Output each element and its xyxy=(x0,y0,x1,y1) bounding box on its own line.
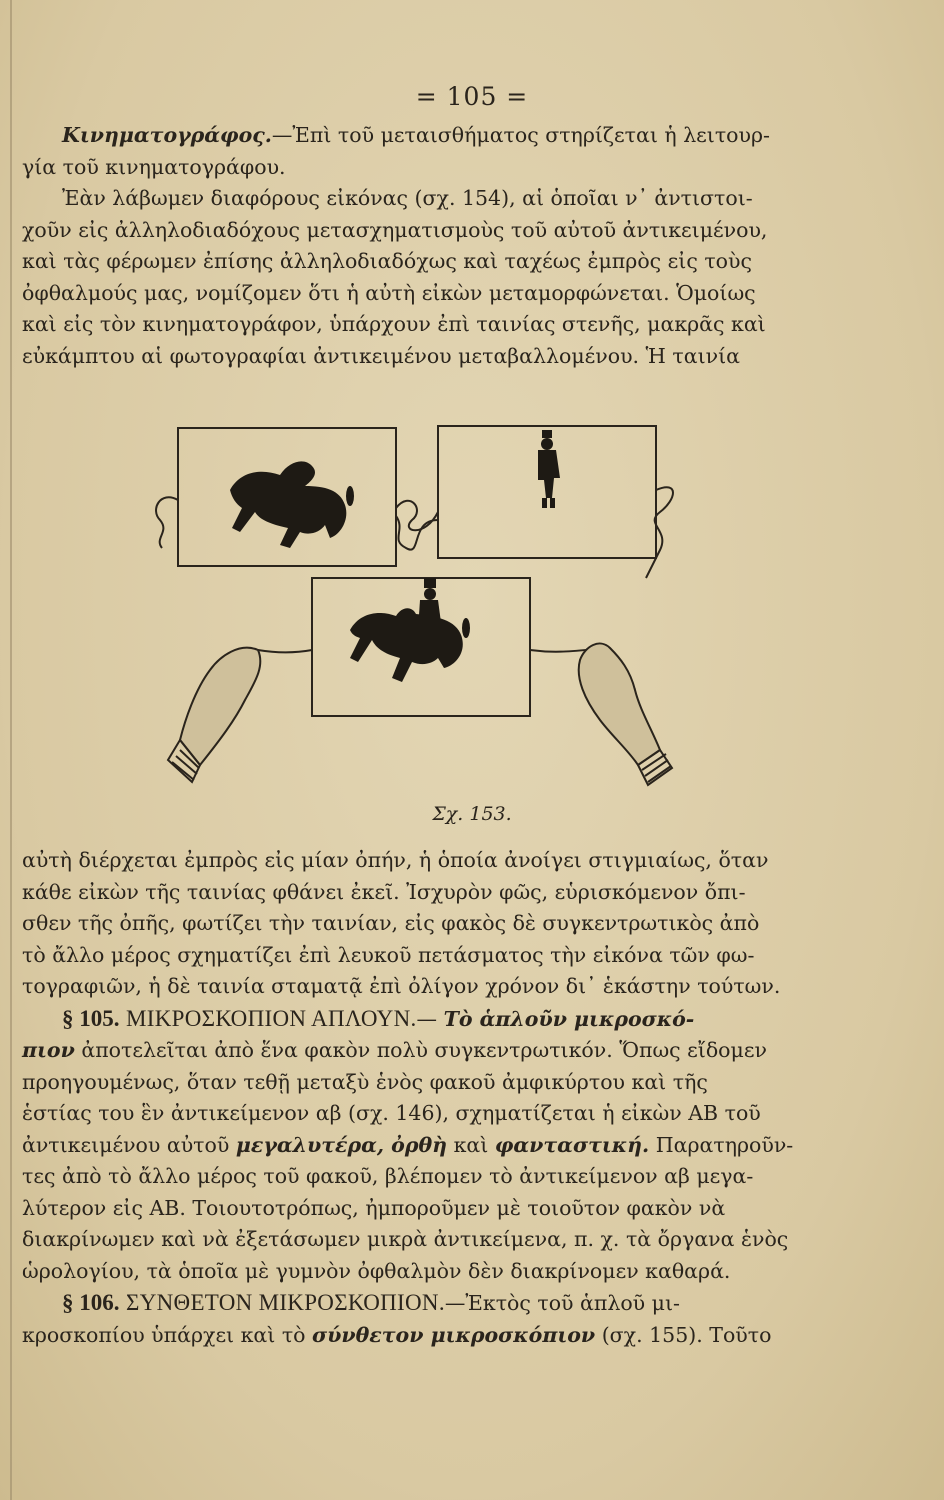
text-line: ἑστίας του ἓν ἀντικείμενον αβ (σχ. 146), σχηματίζεται ἡ εἰκὼν ΑΒ τοῦ xyxy=(22,1101,761,1125)
figure-caption: Σχ. 153. xyxy=(432,803,512,825)
text-line: καὶ εἰς τὸν κινηματογράφον, ὑπάρχουν ἐπὶ ταινίας στενῆς, μακρᾶς καὶ xyxy=(22,312,766,336)
text-line: εὐκάμπτου αἱ φωτογραφίαι ἀντικειμένου μεταβαλλομένου. Ἡ ταινία xyxy=(22,343,740,368)
text-line: λύτερον εἰς ΑΒ. Τοιουτοτρόπως, ἠμποροῦμεν μὲ τοιοῦτον φακὸν νὰ xyxy=(22,1195,726,1220)
section-106-number: § 106. xyxy=(62,1290,120,1315)
emphasis-larger-upright: μεγαλυτέρα, ὀρθὴ xyxy=(235,1132,448,1157)
term-compound-microscope: σύνθετον μικροσκόπιον xyxy=(312,1322,596,1347)
text-line xyxy=(22,120,802,152)
text-span: —Ἐπὶ τοῦ μεταισθήματος στηρίζεται ἡ λειτουρ- xyxy=(271,123,770,147)
rider-silhouette xyxy=(538,450,560,498)
text-line: τες ἀπὸ τὸ ἄλλο μέρος τοῦ φακοῦ, βλέπομεν τὸ ἀντικείμενον αβ μεγα- xyxy=(22,1164,754,1188)
text-line: τὸ ἄλλο μέρος σχηματίζει ἐπὶ λευκοῦ πετάσματος τὴν εἰκόνα τῶν φω- xyxy=(22,942,755,967)
horse-rider-silhouette xyxy=(350,608,463,682)
text-line: ὀφθαλμούς μας, νομίζομεν ὅτι ἡ αὐτὴ εἰκὼν μεταμορφώνεται. Ὁμοίως xyxy=(22,280,756,305)
text-line xyxy=(22,1035,802,1067)
section-105-title: ΜΙΚΡΟΣΚΟΠΙΟΝ ΑΠΛΟΥΝ. xyxy=(126,1005,417,1031)
paragraph-cinematograph xyxy=(22,120,802,372)
text-span: κροσκοπίου ὑπάρχει καὶ τὸ xyxy=(22,1322,306,1347)
text-line: κάθε εἰκὼν τῆς ταινίας φθάνει ἐκεῖ. Ἰσχυρὸν φῶς, εὑρισκόμενον ὄπι- xyxy=(22,879,746,904)
text-line xyxy=(22,1130,802,1162)
binding-edge xyxy=(10,0,12,1500)
text-span: ἀποτελεῖται ἀπὸ ἕνα φακὸν πολὺ συγκεντρωτικόν. Ὅπως εἴδομεν xyxy=(81,1038,767,1062)
section-106-title: ΣΥΝΘΕΤΟΝ ΜΙΚΡΟΣΚΟΠΙΟΝ. xyxy=(126,1290,445,1315)
horse-silhouette xyxy=(230,461,346,548)
text-span: ἀντικειμένου αὐτοῦ xyxy=(22,1132,230,1157)
term-simple-microscope: Τὸ ἁπλοῦν μικροσκό- xyxy=(443,1006,695,1031)
dash: — xyxy=(416,1006,438,1031)
text-span: —Ἐκτὸς τοῦ ἁπλοῦ μι- xyxy=(444,1291,680,1315)
text-span: καὶ xyxy=(453,1132,489,1157)
term-cinematograph: Κινηματογράφος. xyxy=(62,123,272,147)
text-line: τογραφιῶν, ἡ δὲ ταινία σταματᾷ ἐπὶ ὀλίγον χρόνον δι᾽ ἑκάστην τούτων. xyxy=(22,974,781,998)
text-line: σθεν τῆς ὀπῆς, φωτίζει τὴν ταινίαν, εἰς φακὸς δὲ συγκεντρωτικὸς ἀπὸ xyxy=(22,911,760,935)
text-span: (σχ. 155). Τοῦτο xyxy=(601,1322,772,1347)
film-strip-illustration xyxy=(140,420,700,800)
section-105-heading-line xyxy=(22,1003,802,1036)
section-106-heading-line xyxy=(22,1287,802,1320)
term-simple-microscope-cont: πιον xyxy=(22,1038,75,1062)
page-number: = 105 = xyxy=(415,82,529,111)
section-105-number: § 105. xyxy=(62,1005,120,1031)
text-span: Παρατηροῦν- xyxy=(655,1132,794,1157)
figure-film-strip xyxy=(140,420,700,800)
text-line: προηγουμένως, ὅταν τεθῇ μεταξὺ ἑνὸς φακοῦ ἀμφικύρτου καὶ τῆς xyxy=(22,1069,708,1094)
text-line: χοῦν εἰς ἀλληλοδιαδόχους μετασχηματισμοὺς τοῦ αὐτοῦ ἀντικειμένου, xyxy=(22,217,768,242)
text-line: γία τοῦ κινηματογράφου. xyxy=(22,154,286,179)
paragraph-continuation xyxy=(22,845,802,1351)
text-line: ὡρολογίου, τὰ ὁποῖα μὲ γυμνὸν ὀφθαλμὸν δὲν διακρίνομεν καθαρά. xyxy=(22,1258,731,1283)
text-line xyxy=(22,1320,802,1352)
text-line: διακρίνωμεν καὶ νὰ ἐξετάσωμεν μικρὰ ἀντικείμενα, π. χ. τὰ ὄργανα ἑνὸς xyxy=(22,1227,789,1251)
text-line: Ἐὰν λάβωμεν διαφόρους εἰκόνας (σχ. 154), αἱ ὁποῖαι ν᾽ ἀντιστοι- xyxy=(62,186,753,210)
emphasis-virtual: φανταστική. xyxy=(494,1132,650,1157)
text-line: αὐτὴ διέρχεται ἐμπρὸς εἰς μίαν ὀπήν, ἡ ὁποία ἀνοίγει στιγμιαίως, ὅταν xyxy=(22,848,769,872)
text-line: καὶ τὰς φέρωμεν ἐπίσης ἀλληλοδιαδόχως καὶ ταχέως ἐμπρὸς εἰς τοὺς xyxy=(22,249,752,273)
